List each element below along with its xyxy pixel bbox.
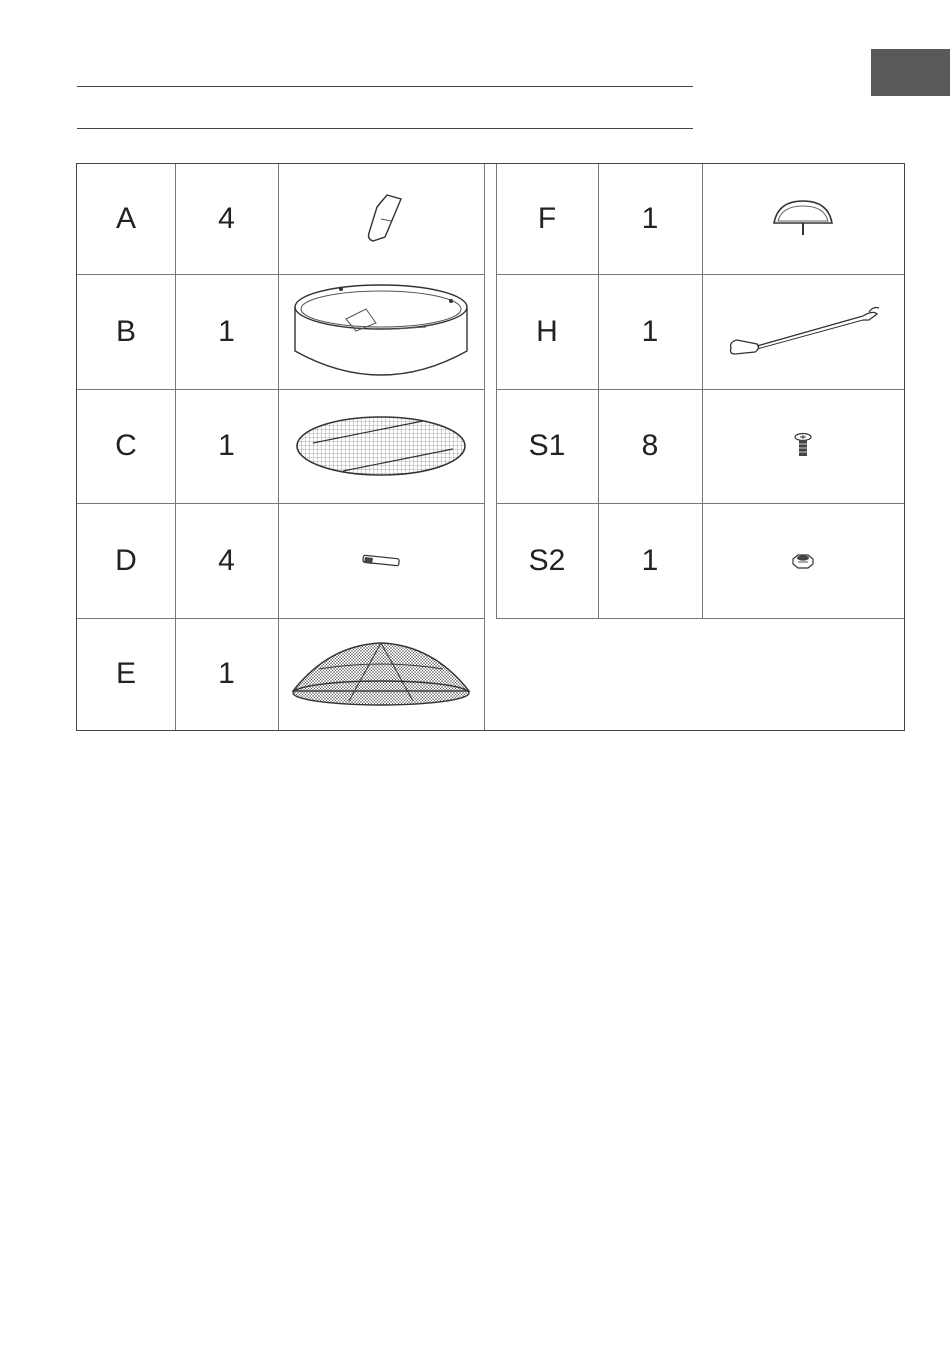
poker-tool-icon — [702, 274, 904, 389]
part-code-f: F — [537, 202, 557, 235]
lid-handle-icon — [702, 164, 904, 274]
cooking-grate-icon — [278, 389, 484, 503]
title-rule-top — [77, 86, 693, 87]
part-code-s1: S1 — [528, 429, 566, 462]
part-qty-c: 1 — [218, 429, 235, 462]
spark-screen-lid-icon — [278, 618, 484, 730]
fire-bowl-icon — [278, 274, 484, 389]
part-code-a: A — [115, 202, 136, 235]
part-qty-b: 1 — [218, 314, 235, 348]
part-code-s2: S2 — [528, 543, 566, 577]
part-qty-a: 4 — [218, 202, 235, 235]
part-qty-s2: 1 — [641, 543, 659, 577]
part-qty-d: 4 — [218, 543, 235, 577]
nut-icon — [702, 503, 904, 618]
part-qty-e: 1 — [218, 657, 235, 690]
part-qty-h: 1 — [641, 314, 659, 348]
part-code-b: B — [115, 314, 136, 348]
chapter-tab — [871, 49, 950, 96]
parts-table — [76, 163, 905, 731]
part-code-d: D — [115, 543, 137, 577]
screw-icon — [702, 389, 904, 503]
title-rule-bottom — [77, 128, 693, 129]
part-qty-f: 1 — [641, 202, 659, 235]
leg-bracket-icon — [278, 164, 484, 274]
part-code-c: C — [115, 429, 137, 462]
part-code-h: H — [536, 314, 558, 348]
bolt-pin-icon — [278, 503, 484, 618]
part-code-e: E — [115, 657, 136, 690]
part-qty-s1: 8 — [641, 429, 659, 462]
